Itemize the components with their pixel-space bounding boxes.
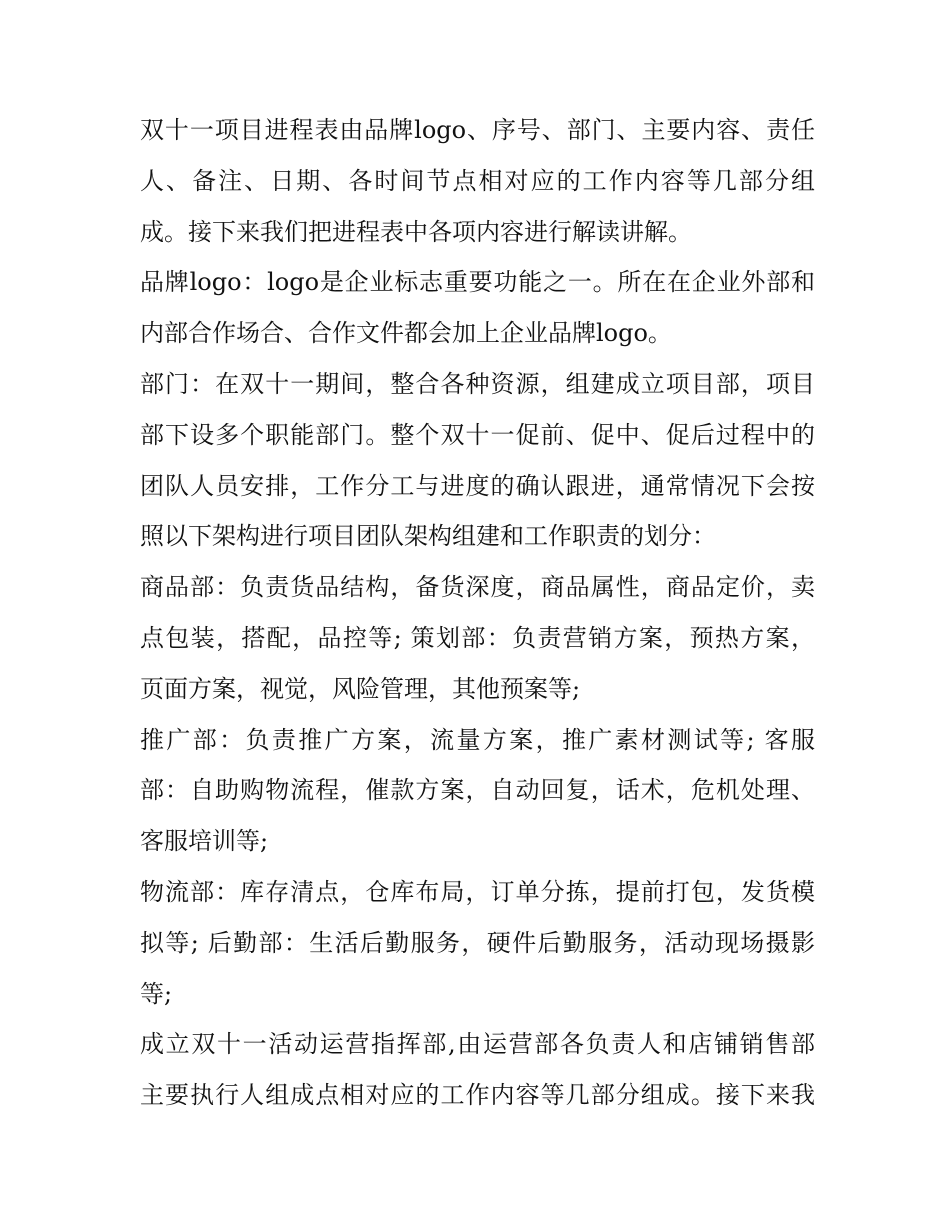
text-line: 拟等; 后勤部：生活后勤服务，硬件后勤服务，活动现场摄影 bbox=[140, 928, 815, 957]
text-line: 品牌logo：logo是企业标志重要功能之一。所在在企业外部和 bbox=[140, 268, 815, 297]
text-line: 商品部：负责货品结构，备货深度，商品属性，商品定价，卖 bbox=[140, 573, 815, 602]
text-line: 点包装，搭配，品控等; 策划部：负责营销方案，预热方案， bbox=[140, 623, 815, 652]
text-line: 客服培训等; bbox=[140, 827, 269, 856]
text-line: 等; bbox=[140, 979, 173, 1008]
text-line: 团队人员安排，工作分工与进度的确认跟进，通常情况下会按 bbox=[140, 471, 815, 500]
text-line: 照以下架构进行项目团队架构组建和工作职责的划分： bbox=[140, 522, 716, 551]
text-line: 成。接下来我们把进程表中各项内容进行解读讲解。 bbox=[140, 217, 692, 246]
text-line: 推广部：负责推广方案，流量方案，推广素材测试等; 客服 bbox=[140, 725, 815, 754]
text-line: 物流部：库存清点，仓库布局，订单分拣，提前打包，发货模 bbox=[140, 877, 815, 906]
text-line: 主要执行人组成点相对应的工作内容等几部分组成。接下来我 bbox=[140, 1081, 815, 1110]
text-line: 成立双十一活动运营指挥部,由运营部各负责人和店铺销售部 bbox=[140, 1030, 815, 1059]
text-line: 双十一项目进程表由品牌logo、序号、部门、主要内容、责任 bbox=[140, 116, 815, 144]
text-line: 页面方案，视觉，风险管理，其他预案等; bbox=[140, 674, 581, 703]
document-body bbox=[140, 105, 815, 1121]
text-line: 部：自助购物流程，催款方案，自动回复，话术，危机处理、 bbox=[140, 776, 815, 805]
text-line: 部下设多个职能部门。整个双十一促前、促中、促后过程中的 bbox=[140, 420, 815, 449]
text-line: 人、备注、日期、各时间节点相对应的工作内容等几部分组 bbox=[140, 166, 815, 195]
text-line: 部门：在双十一期间，整合各种资源，组建成立项目部，项目 bbox=[140, 369, 815, 398]
text-line: 内部合作场合、合作文件都会加上企业品牌logo。 bbox=[140, 319, 672, 348]
